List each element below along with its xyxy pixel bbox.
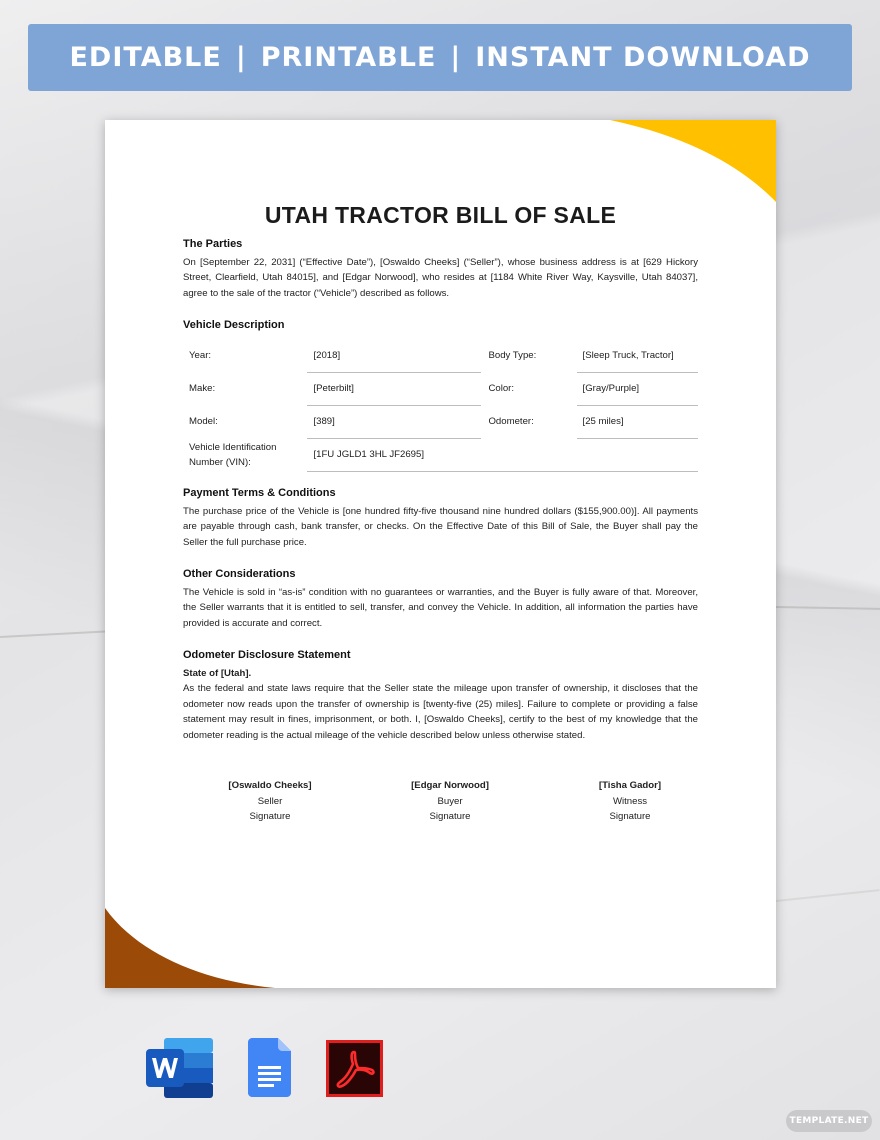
pdf-icon[interactable] xyxy=(326,1040,383,1101)
banner-separator: | xyxy=(450,42,462,73)
signer-name: [Oswaldo Cheeks] xyxy=(228,780,312,791)
marble-vein xyxy=(776,606,880,610)
promo-banner xyxy=(28,24,852,91)
document-body xyxy=(183,237,698,743)
signer-role: Seller xyxy=(257,795,283,807)
other-considerations-heading: Other Considerations xyxy=(183,568,296,580)
table-row xyxy=(183,373,698,406)
make-value: [Peterbilt] xyxy=(307,373,481,406)
seller-signature xyxy=(185,778,355,825)
banner-instant-download: INSTANT DOWNLOAD xyxy=(475,42,811,73)
body-type-label: Body Type: xyxy=(488,350,537,362)
parties-heading: The Parties xyxy=(183,238,243,250)
marble-vein xyxy=(0,630,110,638)
payment-text: The purchase price of the Vehicle is [one hundred fifty-five thousand nine hundred dollars ($155,900.00)]. All payments are payable through cash, bank transfer, or checks. On the Effective Date of this Bill of Sale, the Buyer shall pay the Seller the full purchase price. xyxy=(183,505,698,548)
signer-name: [Edgar Norwood] xyxy=(411,780,489,791)
year-label: Year: xyxy=(189,350,212,362)
table-row xyxy=(183,406,698,439)
odometer-label: Odometer: xyxy=(488,416,534,428)
document-title: UTAH TRACTOR BILL OF SALE xyxy=(264,202,617,228)
vin-label-line1: Vehicle Identification xyxy=(189,442,277,453)
make-label: Make: xyxy=(189,383,216,395)
witness-signature xyxy=(545,778,715,825)
model-label: Model: xyxy=(189,416,218,428)
signature-line: Signature xyxy=(249,811,291,822)
color-label: Color: xyxy=(488,383,515,395)
vin-value: [1FU JGLD1 3HL JF2695] xyxy=(307,439,698,472)
odometer-disclosure-heading: Odometer Disclosure Statement xyxy=(183,649,351,661)
color-value: [Gray/Purple] xyxy=(577,373,698,406)
odometer-value: [25 miles] xyxy=(577,406,698,439)
vehicle-table xyxy=(183,340,698,473)
bottom-left-accent xyxy=(105,908,275,988)
banner-printable: PRINTABLE xyxy=(260,42,437,73)
signature-line: Signature xyxy=(609,811,651,822)
marble-vein xyxy=(776,889,880,902)
signer-role: Witness xyxy=(612,795,648,807)
banner-separator: | xyxy=(235,42,247,73)
vehicle-heading: Vehicle Description xyxy=(183,319,285,331)
template-net-badge: TEMPLATE.NET xyxy=(786,1110,872,1132)
table-row xyxy=(183,439,698,472)
odometer-disclosure-text: As the federal and state laws require that the Seller state the mileage upon transfer of ownership, it discloses that the odometer now reads upon the transfer of ownership is [twenty-five (25) miles]. Failure to complete or providing a false statement may result in fines, imprisonment, or both. I, [Oswaldo Cheeks], certify to the best of my knowledge that the odometer reading is the actual mileage of the vehicle described below unless otherwise stated. xyxy=(183,683,698,741)
table-row xyxy=(183,340,698,373)
document-page xyxy=(105,120,776,988)
year-value: [2018] xyxy=(307,340,481,373)
signature-block xyxy=(185,778,715,825)
vin-label-line2: Number (VIN): xyxy=(189,457,251,468)
top-right-accent xyxy=(610,120,776,202)
word-icon[interactable] xyxy=(146,1038,213,1102)
model-value: [389] xyxy=(307,406,481,439)
payment-heading: Payment Terms & Conditions xyxy=(183,487,336,499)
signature-line: Signature xyxy=(429,811,471,822)
odometer-state: State of [Utah]. xyxy=(183,667,252,679)
other-considerations-text: The Vehicle is sold in “as-is” condition with no guarantees or warranties, and the Buyer is fully aware of that. Moreover, the Seller warrants that it is entitled to sell, transfer, and convey the Vehicle. In addition, all information the parties have provided is accurate and correct. xyxy=(183,586,698,629)
signer-role: Buyer xyxy=(437,795,463,807)
body-type-value: [Sleep Truck, Tractor] xyxy=(577,340,698,373)
buyer-signature xyxy=(365,778,535,825)
google-docs-icon[interactable] xyxy=(248,1038,291,1101)
signer-name: [Tisha Gador] xyxy=(598,780,662,791)
vin-label xyxy=(183,439,307,472)
parties-text: On [September 22, 2031] (“Effective Date”), [Oswaldo Cheeks] (“Seller”), whose business address is at [629 Hickory Street, Clearfield, Utah 84015], and [Edgar Norwood], who resides at [1184 White River Way, Kaysville, Utah 84037], agree to the sale of the tractor (“Vehicle”) described as follows. xyxy=(183,256,698,299)
banner-editable: EDITABLE xyxy=(69,42,222,73)
